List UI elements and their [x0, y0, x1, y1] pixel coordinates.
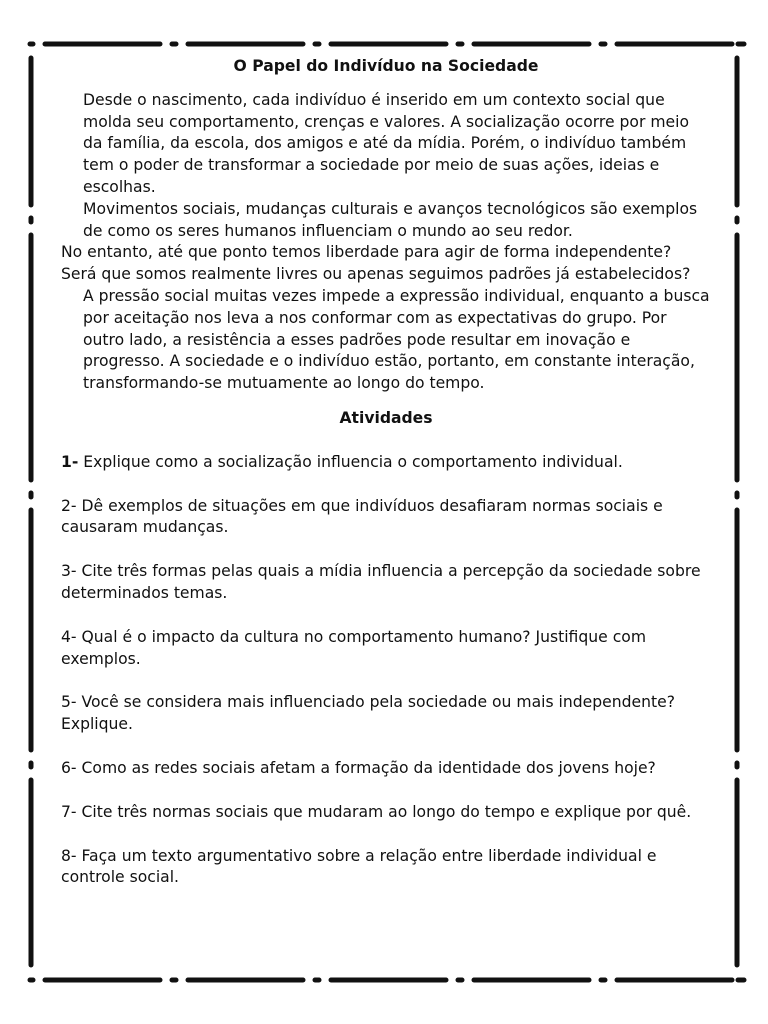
question-number: 1- — [61, 452, 79, 471]
paragraph-3: No entanto, até que ponto temos liberdade para agir de forma independente? Será que somos realmente livres ou apenas seguimos padrões já estabelecidos? — [61, 243, 691, 284]
document-title: O Papel do Indivíduo na Sociedade — [233, 57, 539, 75]
question-number: 3- — [61, 562, 77, 581]
paragraph-4: A pressão social muitas vezes impede a expressão individual, enquanto a busca por aceitação nos leva a nos conformar com as expectativas do grupo. Por outro lado, a resistência a esses padrões pode resultar em inovação e progresso. A sociedade e o indivíduo estão, portanto, em constante interação, transformando-se mutuamente ao longo do tempo. — [83, 286, 710, 393]
question-text: Qual é o impacto da cultura no comportamento humano? Justifique com exemplos. — [61, 627, 647, 668]
question-text: Cite três normas sociais que mudaram ao longo do tempo e explique por quê. — [76, 802, 692, 821]
question-item — [61, 802, 711, 824]
question-item — [61, 627, 711, 671]
document-body — [61, 56, 711, 911]
question-number: 4- — [61, 627, 77, 646]
question-number: 5- — [61, 693, 77, 712]
question-number: 2- — [61, 496, 77, 515]
question-item — [61, 452, 711, 474]
question-number: 8- — [61, 846, 77, 865]
question-item — [61, 496, 711, 540]
question-number: 7- — [61, 802, 77, 821]
question-text: Explique como a socialização influencia o comportamento individual. — [78, 452, 623, 471]
question-text: Faça um texto argumentativo sobre a relação entre liberdade individual e controle social. — [61, 846, 657, 887]
question-item — [61, 692, 711, 736]
question-item — [61, 846, 711, 890]
question-number: 6- — [61, 758, 77, 777]
question-item — [61, 758, 711, 780]
question-text: Dê exemplos de situações em que indivíduos desafiaram normas sociais e causaram mudanças. — [61, 496, 663, 537]
question-text: Cite três formas pelas quais a mídia influencia a percepção da sociedade sobre determinados temas. — [61, 562, 701, 602]
question-item — [61, 561, 711, 605]
paragraph-2: Movimentos sociais, mudanças culturais e avanços tecnológicos são exemplos de como os seres humanos influenciam o mundo ao seu redor. — [83, 199, 698, 240]
question-text: Você se considera mais influenciado pela sociedade ou mais independente? Explique. — [61, 693, 675, 734]
question-text: Como as redes sociais afetam a formação da identidade dos jovens hoje? — [76, 758, 656, 777]
paragraph-1: Desde o nascimento, cada indivíduo é inserido em um contexto social que molda seu comportamento, crenças e valores. A socialização ocorre por meio da família, da escola, dos amigos e até da mídia. Porém, o indivíduo também tem o poder de transformar a sociedade por meio de suas ações, ideias e escolhas. — [83, 90, 689, 196]
activities-heading: Atividades — [339, 408, 433, 427]
